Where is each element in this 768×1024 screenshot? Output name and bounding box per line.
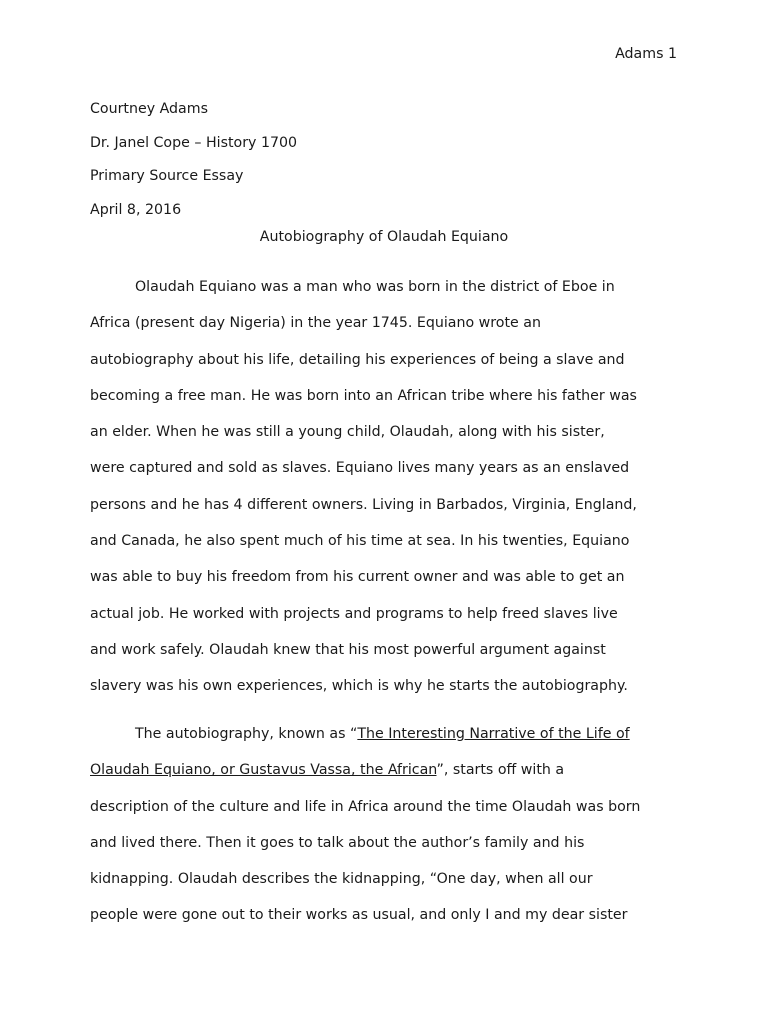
date-line: April 8, 2016 <box>90 201 182 218</box>
mla-heading <box>90 93 680 227</box>
paragraph-line: kidnapping. Olaudah describes the kidnapping, “One day, when all our <box>90 871 593 888</box>
paragraph-line: was able to buy his freedom from his current owner and was able to get an <box>90 569 625 586</box>
paragraph-line: description of the culture and life in Africa around the time Olaudah was born <box>90 798 641 815</box>
paragraph-line: an elder. When he was still a young child, Olaudah, along with his sister, <box>90 424 605 441</box>
essay-title: Autobiography of Olaudah Equiano <box>259 229 509 245</box>
author-name: Courtney Adams <box>90 101 208 117</box>
paragraph-line <box>90 760 690 796</box>
paragraph-line: Olaudah Equiano was a man who was born in the district of Eboe in <box>135 279 615 295</box>
paragraph-line: Africa (present day Nigeria) in the year 1745. Equiano wrote an <box>90 315 541 332</box>
paragraph-line: actual job. He worked with projects and programs to help freed slaves live <box>90 605 618 622</box>
running-head: Adams 1 <box>615 46 677 62</box>
paragraph-line: and Canada, he also spent much of his time at sea. In his twenties, Equiano <box>90 533 630 550</box>
book-title-underlined: The Interesting Narrative of the Life of <box>357 726 630 742</box>
paragraph-line: were captured and sold as slaves. Equiano lives many years as an enslaved <box>90 460 630 477</box>
paragraph-2 <box>90 724 690 942</box>
paragraph-line: autobiography about his life, detailing his experiences of being a slave and <box>90 351 625 368</box>
paragraph-line <box>90 724 690 760</box>
paragraph-line: people were gone out to their works as usual, and only I and my dear sister <box>90 907 628 924</box>
paragraph-line: and lived there. Then it goes to talk about the author’s family and his <box>90 834 585 851</box>
assignment-name: Primary Source Essay <box>90 168 244 184</box>
text-run: ”, starts off with a <box>436 762 565 779</box>
paragraph-1 <box>90 277 690 713</box>
paragraph-line: slavery was his own experiences, which is why he starts the autobiography. <box>90 678 628 695</box>
instructor-course: Dr. Janel Cope – History 1700 <box>90 134 298 151</box>
paragraph-line: persons and he has 4 different owners. Living in Barbados, Virginia, England, <box>90 496 637 513</box>
paragraph-line: and work safely. Olaudah knew that his most powerful argument against <box>90 641 606 658</box>
paragraph-line: becoming a free man. He was born into an African tribe where his father was <box>90 387 637 404</box>
text-run: The autobiography, known as “ <box>135 726 358 742</box>
book-title-underlined: Olaudah Equiano, or Gustavus Vassa, the African <box>90 762 437 779</box>
